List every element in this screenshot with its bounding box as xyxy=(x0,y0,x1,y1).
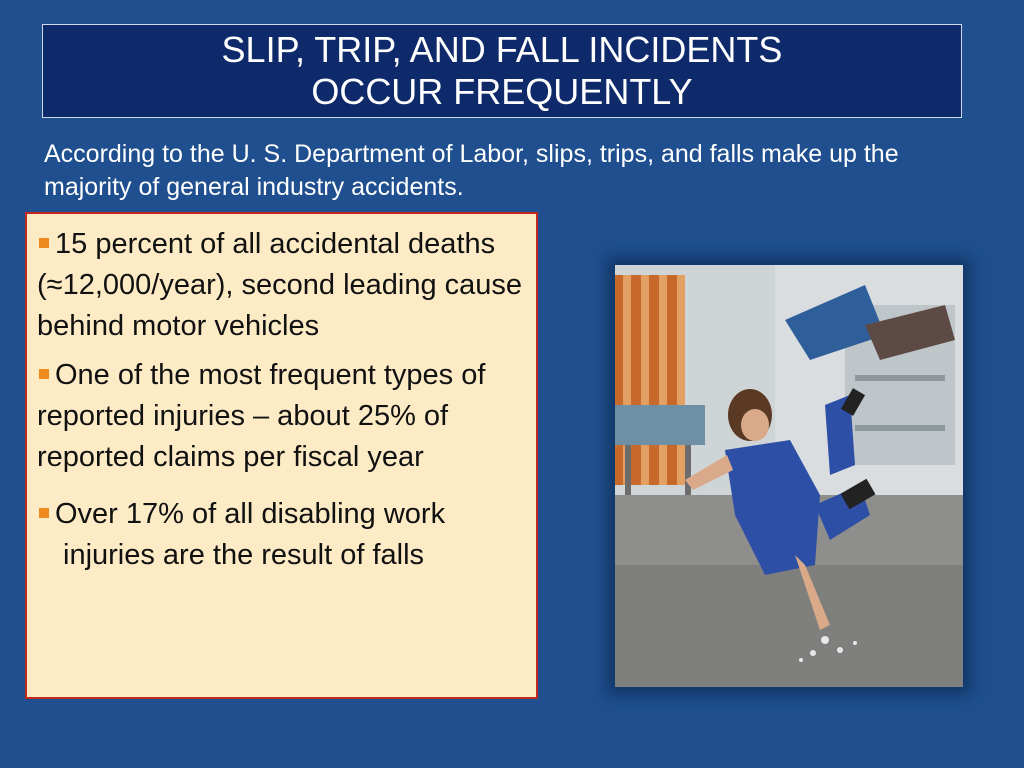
title-line-2: OCCUR FREQUENTLY xyxy=(311,71,693,112)
bullet-square-icon xyxy=(39,238,49,248)
bullet-item-3 xyxy=(37,494,528,576)
title-line-1: SLIP, TRIP, AND FALL INCIDENTS xyxy=(221,29,783,70)
slide-title xyxy=(42,24,962,118)
intro-text: According to the U. S. Department of Labor, slips, trips, and falls make up the majority of general industry accidents. xyxy=(44,140,899,201)
bullet-square-icon xyxy=(39,369,49,379)
bullet-text-3: Over 17% of all disabling work injuries are the result of falls xyxy=(55,498,446,571)
bullet-list-box xyxy=(25,212,538,699)
bullet-square-icon xyxy=(39,508,49,518)
bullet-item-2 xyxy=(37,355,528,478)
bullet-text-2: One of the most frequent types of reported injuries – about 25% of reported claims per fiscal year xyxy=(37,359,486,473)
slip-fall-photo-icon xyxy=(615,265,963,687)
bullet-text-1: 15 percent of all accidental deaths (≈12,000/year), second leading cause behind motor vehicles xyxy=(37,228,523,342)
bullet-item-1 xyxy=(37,224,528,347)
